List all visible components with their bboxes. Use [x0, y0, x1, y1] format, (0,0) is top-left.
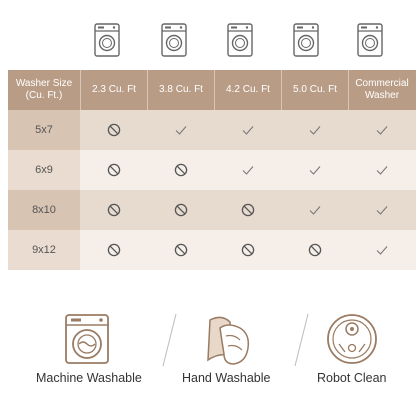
- table-header-cell: Commercial Washer: [348, 70, 415, 110]
- not-allowed-icon: [147, 230, 214, 270]
- rug-size-cell: 8x10: [8, 190, 80, 230]
- rug-size-cell: 5x7: [8, 110, 80, 150]
- check-icon: [214, 150, 281, 190]
- table-header-cell: 5.0 Cu. Ft: [281, 70, 348, 110]
- not-allowed-icon: [80, 230, 147, 270]
- not-allowed-icon: [80, 190, 147, 230]
- not-allowed-icon: [147, 150, 214, 190]
- table-row: [8, 190, 416, 230]
- washer-icon-row: [0, 22, 416, 70]
- washing-machine-icon: [63, 313, 111, 365]
- table-header-row: [8, 70, 416, 110]
- check-icon: [281, 150, 348, 190]
- washing-machine-icon: [93, 22, 121, 58]
- not-allowed-icon: [214, 190, 281, 230]
- table-header-cell: Washer Size (Cu. Ft.): [15, 78, 73, 101]
- not-allowed-icon: [80, 150, 147, 190]
- table-row: [8, 110, 416, 150]
- table-row: [8, 230, 416, 270]
- table-header-cell: 3.8 Cu. Ft: [147, 70, 214, 110]
- divider-slash: [292, 312, 312, 368]
- feature-label-hand-washable: Hand Washable: [182, 371, 271, 385]
- not-allowed-icon: [281, 230, 348, 270]
- check-icon: [281, 190, 348, 230]
- washing-machine-icon: [226, 22, 254, 58]
- check-icon: [214, 110, 281, 150]
- not-allowed-icon: [80, 110, 147, 150]
- washing-machine-icon: [292, 22, 320, 58]
- rug-size-cell: 6x9: [8, 150, 80, 190]
- table-header-cell: 2.3 Cu. Ft: [80, 70, 147, 110]
- hand-towel-icon: [198, 312, 258, 368]
- not-allowed-icon: [147, 190, 214, 230]
- table-row: [8, 150, 416, 190]
- not-allowed-icon: [214, 230, 281, 270]
- robot-vacuum-icon: [325, 312, 379, 366]
- table-header-cell: 4.2 Cu. Ft: [214, 70, 281, 110]
- divider-slash: [160, 312, 180, 368]
- check-icon: [147, 110, 214, 150]
- rug-size-cell: 9x12: [8, 230, 80, 270]
- size-compatibility-table: [8, 70, 416, 288]
- washing-machine-icon: [160, 22, 188, 58]
- check-icon: [281, 110, 348, 150]
- check-icon: [348, 110, 415, 150]
- washing-machine-icon: [356, 22, 384, 58]
- check-icon: [348, 150, 415, 190]
- check-icon: [348, 190, 415, 230]
- feature-label-robot-clean: Robot Clean: [317, 371, 387, 385]
- feature-label-machine-washable: Machine Washable: [36, 371, 142, 385]
- check-icon: [348, 230, 415, 270]
